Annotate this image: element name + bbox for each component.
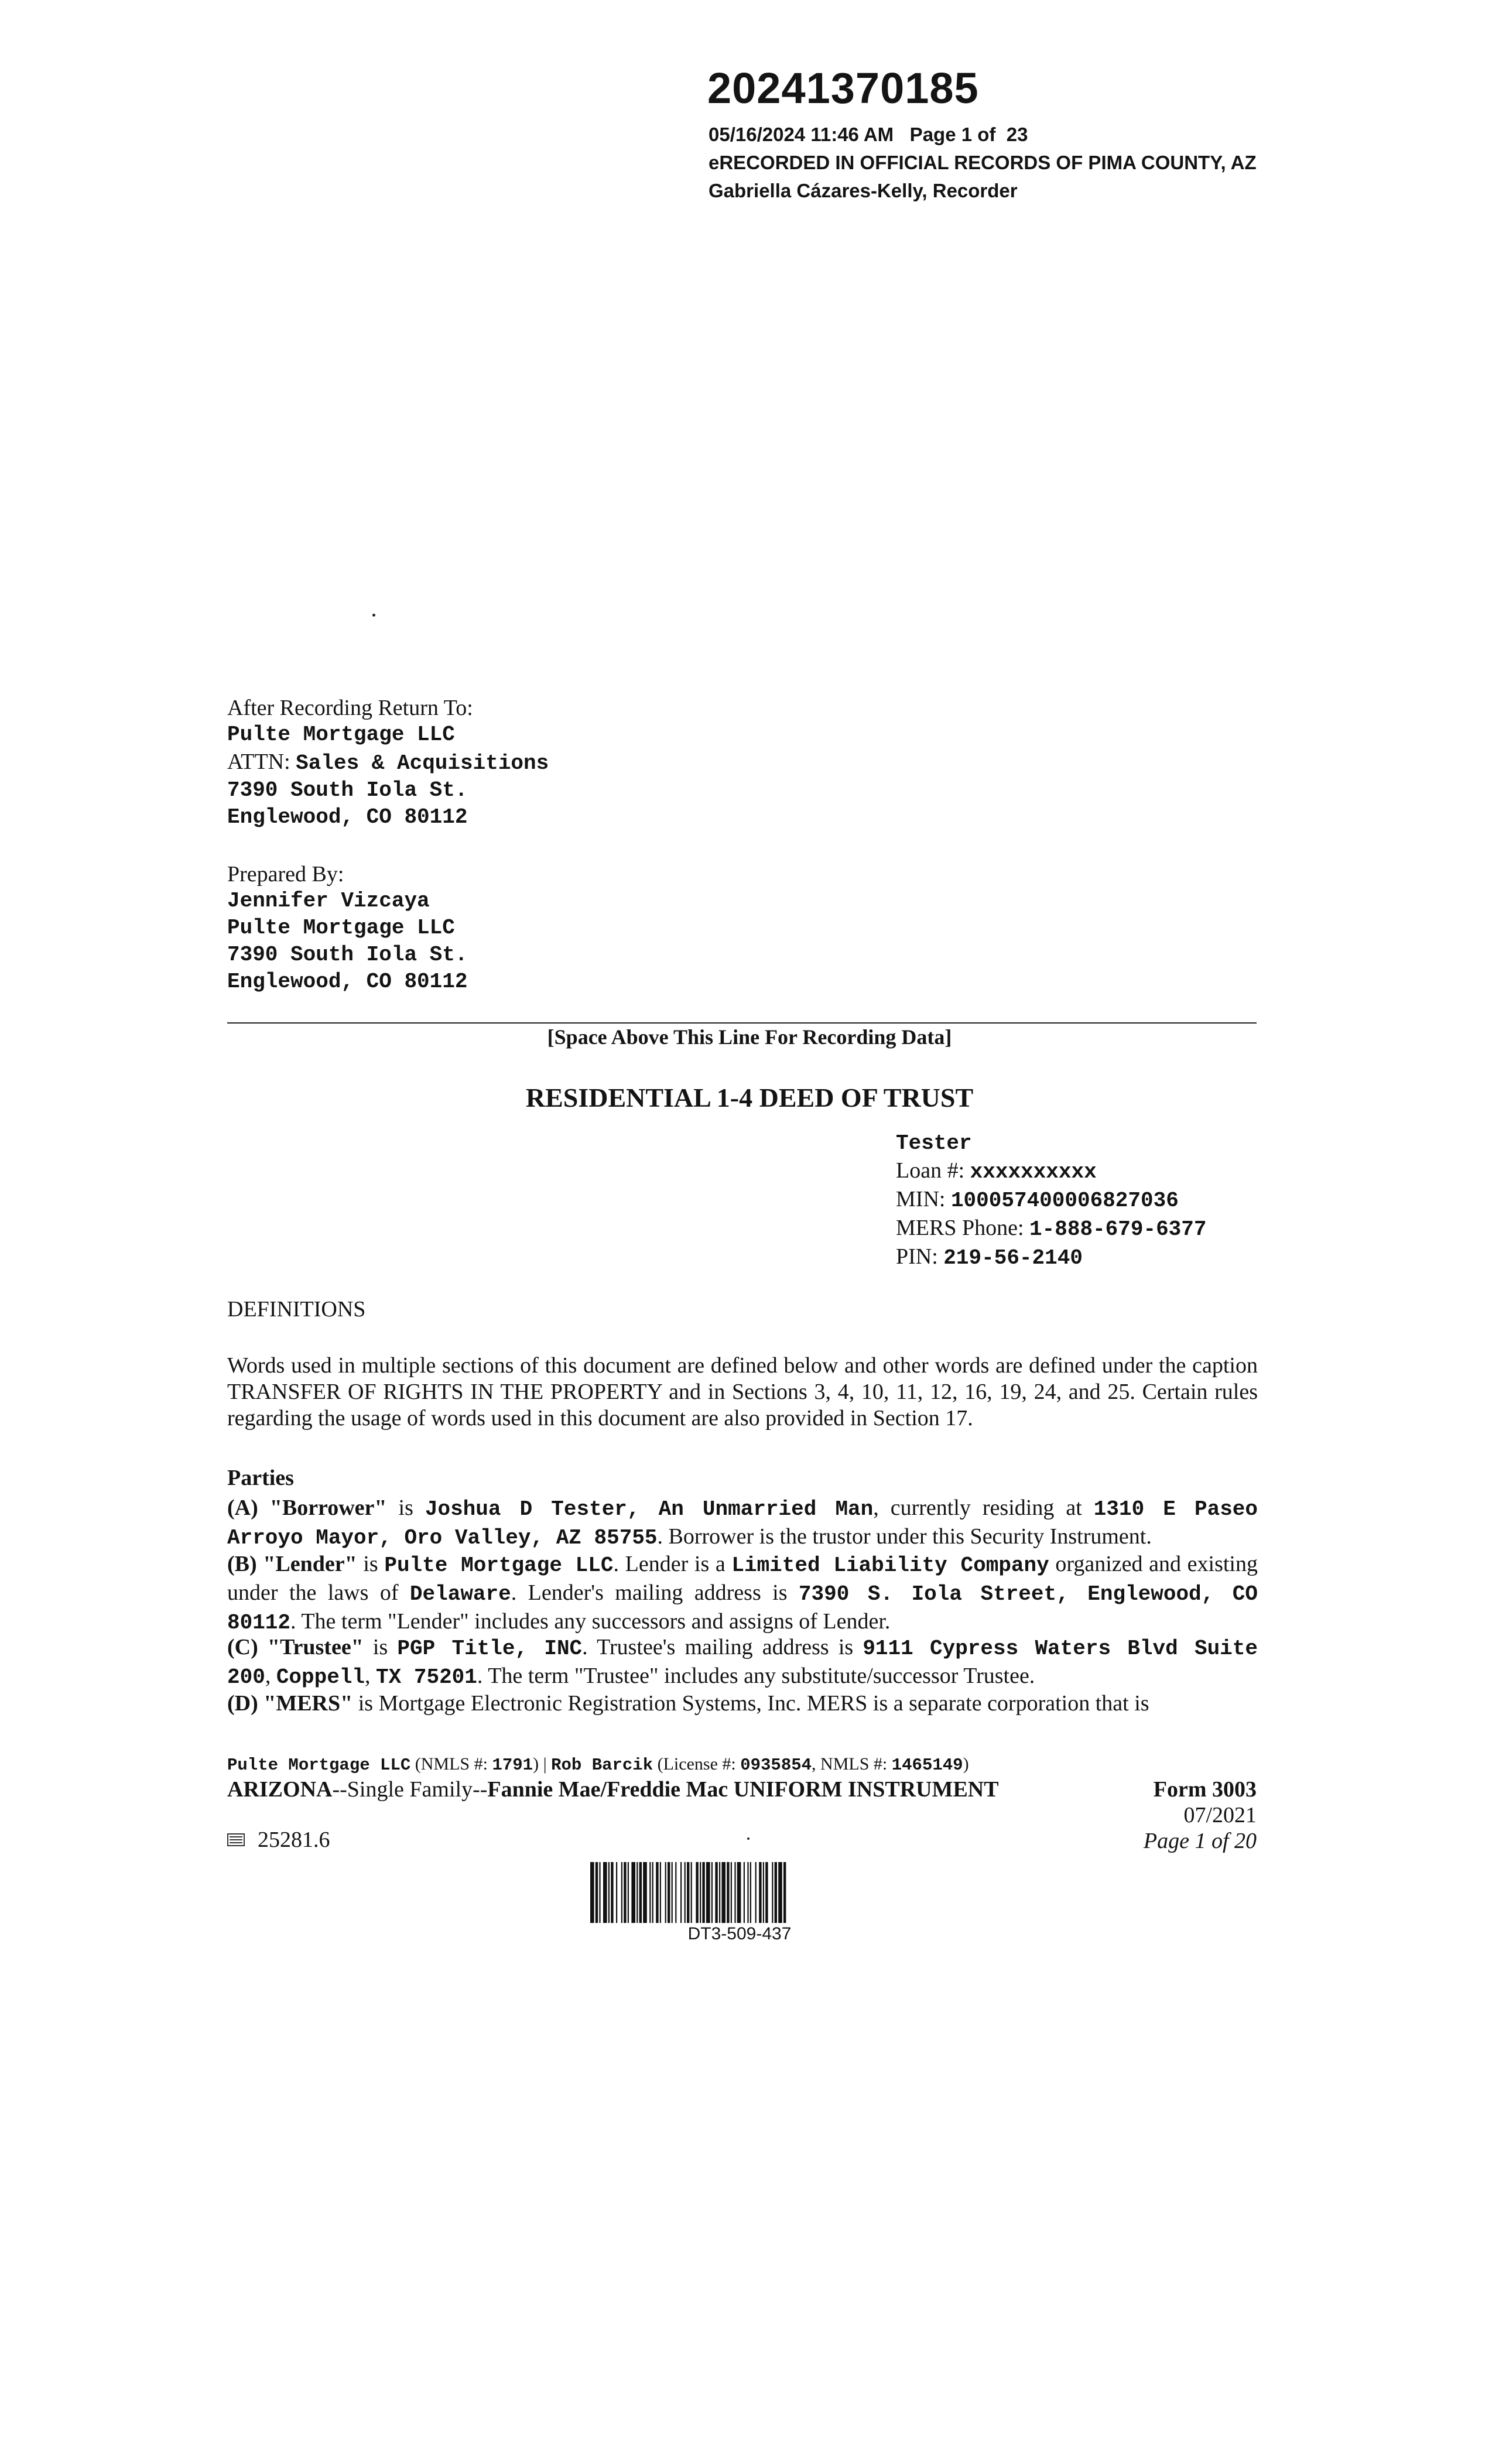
prepared-by-person: Jennifer Vizcaya bbox=[227, 889, 430, 913]
prepared-by-heading: Prepared By: bbox=[227, 862, 344, 887]
prepared-by-city: Englewood, CO 80112 bbox=[227, 970, 468, 994]
prepared-by-block bbox=[227, 861, 467, 995]
loan-name: Tester bbox=[896, 1131, 972, 1155]
ellie-mae-icon bbox=[227, 1833, 245, 1846]
loan-number: Loan #: xxxxxxxxxx bbox=[896, 1158, 1097, 1184]
footer-lender-line: Pulte Mortgage LLC (NMLS #: 1791) | Rob Barcik (License #: 0935854, NMLS #: 1465149) bbox=[227, 1754, 969, 1775]
return-to-block bbox=[227, 694, 549, 831]
return-to-city: Englewood, CO 80112 bbox=[227, 805, 468, 829]
recording-number: 20241370185 bbox=[707, 64, 979, 112]
barcode-text: DT3-509-437 bbox=[687, 1924, 792, 1943]
loan-info bbox=[896, 1130, 1207, 1272]
party-mers: (D) "MERS" is Mortgage Electronic Registration Systems, Inc. MERS is a separate corporation that is bbox=[227, 1691, 1149, 1716]
form-date: 07/2021 bbox=[1183, 1803, 1257, 1828]
parties-heading: Parties bbox=[227, 1466, 294, 1490]
return-to-heading: After Recording Return To: bbox=[227, 696, 473, 720]
prepared-by-company: Pulte Mortgage LLC bbox=[227, 916, 455, 940]
page-indicator: Page 1 of 20 bbox=[1143, 1829, 1257, 1853]
mers-phone: MERS Phone: 1-888-679-6377 bbox=[896, 1216, 1207, 1241]
recording-divider bbox=[227, 1022, 1257, 1024]
stray-mark bbox=[747, 1837, 750, 1840]
recorder-line: Gabriella Cázares-Kelly, Recorder bbox=[709, 180, 1018, 201]
form-info bbox=[1144, 1777, 1257, 1854]
party-lender: (B) "Lender" is Pulte Mortgage LLC. Lender is a Limited Liability Company organized and existing under the laws of Delaware. Lender's mailing address is 7390 S. Iola Street, Englewood, CO 80112. The term "Lender" includes any successors and assigns of Lender. bbox=[227, 1552, 1258, 1635]
footer-code-number: 25281.6 bbox=[258, 1828, 330, 1852]
definitions-heading: DEFINITIONS bbox=[227, 1297, 366, 1322]
prepared-by-street: 7390 South Iola St. bbox=[227, 943, 468, 967]
return-to-attn: ATTN: Sales & Acquisitions bbox=[227, 750, 549, 775]
recording-stamp bbox=[709, 121, 1257, 205]
document-title: RESIDENTIAL 1-4 DEED OF TRUST bbox=[525, 1083, 974, 1113]
footer-code bbox=[227, 1827, 330, 1853]
space-above-note: [Space Above This Line For Recording Data] bbox=[547, 1025, 952, 1049]
return-to-street: 7390 South Iola St. bbox=[227, 778, 468, 802]
recording-date-line: 05/16/2024 11:46 AM Page 1 of 23 bbox=[709, 124, 1028, 145]
recording-office-line: eRECORDED IN OFFICIAL RECORDS OF PIMA COUNTY, AZ bbox=[709, 152, 1257, 173]
party-trustee: (C) "Trustee" is PGP Title, INC. Trustee's mailing address is 9111 Cypress Waters Blvd Suite 200, Coppell, TX 75201. The term "Trustee" includes any substitute/successor Trustee. bbox=[227, 1635, 1258, 1689]
min-number: MIN: 100057400006827036 bbox=[896, 1187, 1179, 1213]
barcode bbox=[590, 1862, 889, 1923]
return-to-name: Pulte Mortgage LLC bbox=[227, 723, 455, 747]
footer-instrument-title: ARIZONA--Single Family--Fannie Mae/Freddie Mac UNIFORM INSTRUMENT bbox=[227, 1777, 999, 1802]
party-borrower: (A) "Borrower" is Joshua D Tester, An Unmarried Man, currently residing at 1310 E Paseo Arroyo Mayor, Oro Valley, AZ 85755. Borrower is the trustor under this Security Instrument. bbox=[227, 1495, 1258, 1550]
stray-mark bbox=[372, 614, 375, 617]
pin-number: PIN: 219-56-2140 bbox=[896, 1244, 1083, 1270]
form-number: Form 3003 bbox=[1153, 1777, 1257, 1802]
definitions-paragraph: Words used in multiple sections of this document are defined below and other words are defined under the caption TRANSFER OF RIGHTS IN THE PROPERTY and in Sections 3, 4, 10, 11, 12, 16, 19, 24, and 25. Certain rules regarding the usage of words used in this document are also provided in Section 17. bbox=[227, 1353, 1258, 1431]
